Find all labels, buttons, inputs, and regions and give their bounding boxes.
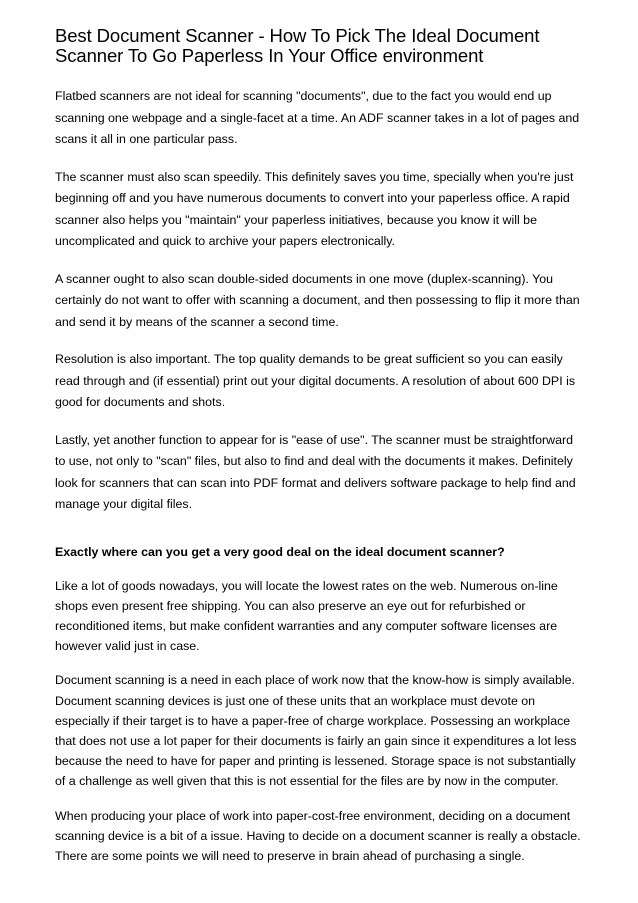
paragraph-speed: The scanner must also scan speedily. This definitely saves you time, specially when you're just beginning off and you have numerous documents to convert into your paperless office. A rapid scanner also helps you "maintain" your paperless initiatives, because you know it will be uncomplicated and quick to archive your papers electronically.	[55, 169, 574, 248]
title-line-2: Scanner To Go Paperless In Your Office environment	[55, 45, 484, 66]
paragraph-document-scanning: Document scanning is a need in each place of work now that the know-how is simply available. Document scanning devices is just one of these units that an workplace must devote on especially if their target is to have a paper-free of charge workplace. Possessing an workplace that does not use a lot paper for their documents is fairly an gain since it expenditures a lot less because the need to have for paper and printing is lessened. Storage space is not substantially of a challenge as well given that this is not essential for the files are by now in the computer.	[55, 673, 577, 789]
paragraph-online-deals: Like a lot of goods nowadays, you will locate the lowest rates on the web. Numerous on-line shops even present free shipping. You can also preserve an eye out for refurbished or reconditioned items, but make confident warranties and any computer software licenses are however valid just in case.	[55, 578, 558, 654]
paragraph-ease-of-use: Lastly, yet another function to appear for is "ease of use". The scanner must be straightforward to use, not only to "scan" files, but also to find and deal with the documents it makes. Definitely look for scanners that can scan into PDF format and delivers software package to help find and manage your digital files.	[55, 432, 576, 511]
paragraph-resolution: Resolution is also important. The top quality demands to be great sufficient so you can easily read through and (if essential) print out your digital documents. A resolution of about 600 DPI is good for documents and shots.	[55, 352, 576, 409]
document-title	[55, 26, 585, 66]
paragraph-flatbed: Flatbed scanners are not ideal for scanning "documents", due to the fact you would end up scanning one webpage and a single-facet at a time. An ADF scanner takes in a lot of pages and scans it all in one particular pass.	[55, 89, 580, 146]
title-line-1: Best Document Scanner - How To Pick The Ideal Document	[55, 25, 540, 46]
document-page	[55, 26, 585, 866]
paragraph-duplex: A scanner ought to also scan double-sided documents in one move (duplex-scanning). You certainly do not want to offer with scanning a document, and then possessing to flip it more than and send it by means of the scanner a second time.	[55, 271, 580, 329]
section-heading: Exactly where can you get a very good deal on the ideal document scanner?	[55, 544, 505, 559]
paragraph-paper-free: When producing your place of work into paper-cost-free environment, deciding on a document scanning device is a bit of a issue. Having to decide on a document scanner is really a obstacle. There are some points we will need to preserve in brain ahead of purchasing a single.	[55, 808, 581, 863]
